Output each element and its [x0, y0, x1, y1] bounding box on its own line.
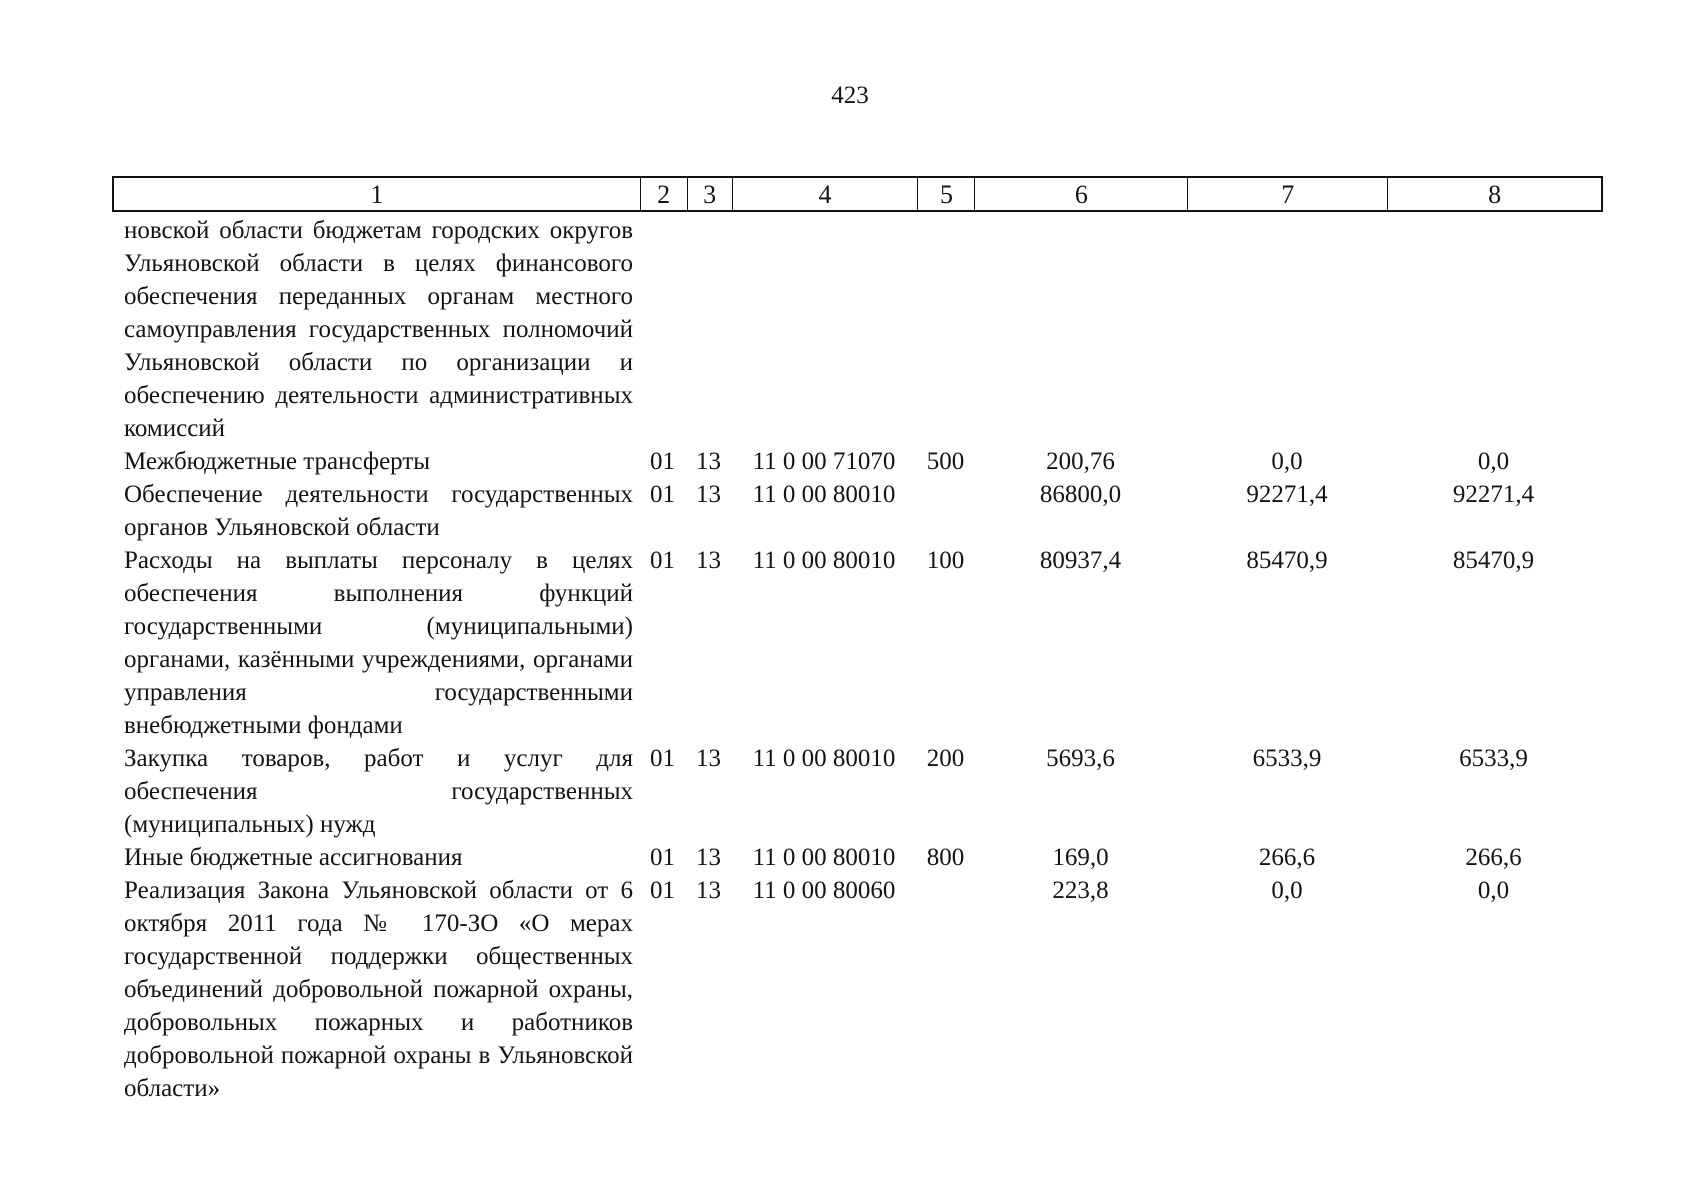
subsection-code: 13	[696, 844, 721, 871]
target-item-code: 11 0 00 80010	[752, 481, 896, 508]
amount-col-6: 169,0	[1052, 844, 1109, 871]
col-header-8: 8	[1488, 180, 1502, 209]
section-code: 01	[650, 448, 675, 475]
amount-col-6: 80937,4	[1039, 547, 1122, 574]
row-description: Закупка товаров, работ и услуг для обеспечения государственных (муниципальных) нужд	[124, 745, 633, 838]
amount-col-8: 266,6	[1465, 844, 1522, 871]
col-header-6: 6	[975, 178, 1188, 210]
section-code: 01	[650, 481, 675, 508]
section-code: 01	[650, 745, 675, 772]
section-code: 01	[650, 877, 675, 904]
table-row	[112, 478, 1603, 544]
target-item-code: 11 0 00 80060	[752, 877, 896, 904]
col-header-1: 1	[114, 178, 641, 210]
table-row	[112, 445, 1603, 478]
subsection-code: 13	[696, 745, 721, 772]
target-item-code: 11 0 00 80010	[752, 547, 896, 574]
subsection-code: 13	[696, 877, 721, 904]
amount-col-6: 223,8	[1052, 877, 1109, 904]
table-row	[112, 214, 1603, 445]
col-header-7: 7	[1188, 178, 1388, 210]
page-number: 423	[831, 82, 869, 109]
subsection-code: 13	[696, 547, 721, 574]
table-row	[112, 841, 1603, 874]
subsection-code: 13	[696, 481, 721, 508]
section-code: 01	[650, 547, 675, 574]
amount-col-8: 0,0	[1477, 448, 1510, 475]
budget-table	[112, 176, 1603, 1105]
amount-col-7: 6533,9	[1252, 745, 1322, 772]
amount-col-7: 92271,4	[1246, 481, 1328, 508]
column-number-header	[112, 176, 1603, 212]
table-body	[112, 214, 1603, 1105]
col-header-3: 3	[688, 178, 733, 210]
target-item-code: 11 0 00 80010	[752, 844, 896, 871]
table-row	[112, 544, 1603, 742]
col-header-5: 5	[918, 178, 975, 210]
row-description: Иные бюджетные ассигнования	[124, 844, 463, 871]
row-description: новской области бюджетам городских округов Ульяновской области в целях финансового обеспечения переданных органам местного самоуправления государственных полномочий Ульяновской области по организации и обеспечению деятельности административных комиссий	[124, 217, 633, 442]
expense-type-code: 500	[926, 448, 965, 475]
col-header-4: 4	[733, 178, 919, 210]
expense-type-code: 800	[926, 844, 965, 871]
amount-col-8: 0,0	[1477, 877, 1510, 904]
expense-type-code: 200	[926, 745, 965, 772]
amount-col-7: 266,6	[1258, 844, 1316, 871]
col-header-2: 2	[641, 178, 688, 210]
subsection-code: 13	[696, 448, 721, 475]
amount-col-7: 85470,9	[1246, 547, 1328, 574]
amount-col-8: 6533,9	[1459, 745, 1528, 772]
expense-type-code: 100	[926, 547, 965, 574]
row-description: Межбюджетные трансферты	[124, 448, 431, 475]
table-row	[112, 874, 1603, 1105]
row-description: Реализация Закона Ульяновской области от 6 октября 2011 года № 170-ЗО «О мерах государственной поддержки общественных объединений добровольной пожарной охраны, добровольных пожарных и работников добровольной пожарной охраны в Ульяновской области»	[124, 877, 633, 1102]
amount-col-7: 0,0	[1271, 448, 1303, 475]
section-code: 01	[650, 844, 675, 871]
row-description: Расходы на выплаты персоналу в целях обеспечения выполнения функций государственными (муниципальными) органами, казёнными учреждениями, органами управления государственными внебюджетными фондами	[124, 547, 633, 739]
amount-col-6: 5693,6	[1046, 745, 1115, 772]
target-item-code: 11 0 00 80010	[752, 745, 896, 772]
table-row	[112, 742, 1603, 841]
amount-col-6: 200,76	[1046, 448, 1115, 475]
amount-col-8: 92271,4	[1452, 481, 1535, 508]
target-item-code: 11 0 00 71070	[752, 448, 896, 475]
amount-col-7: 0,0	[1271, 877, 1303, 904]
row-description: Обеспечение деятельности государственных органов Ульяновской области	[124, 481, 633, 541]
amount-col-8: 85470,9	[1452, 547, 1535, 574]
amount-col-6: 86800,0	[1039, 481, 1122, 508]
